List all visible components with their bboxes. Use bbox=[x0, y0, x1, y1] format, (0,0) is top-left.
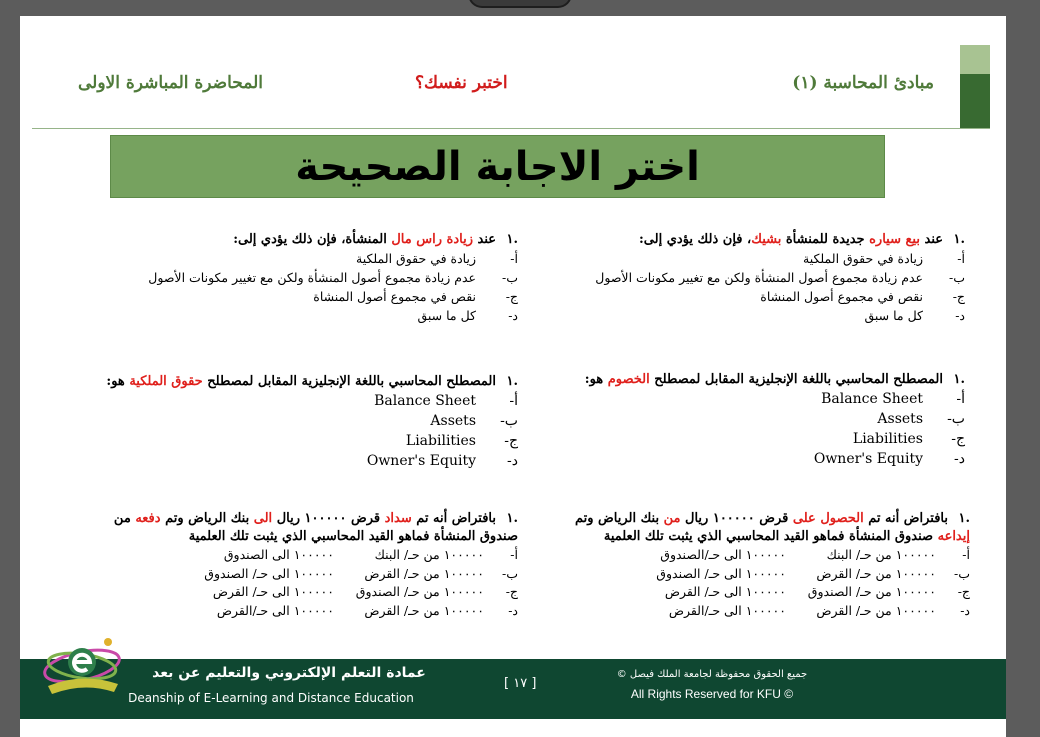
question-text-part: من صندوق المنشأة فماهو القيد المحاسبي الذي يثبت تلك العلمية bbox=[113, 511, 518, 544]
option-item[interactable] bbox=[540, 409, 965, 429]
option-letter: ب- bbox=[954, 565, 970, 581]
copyright-en: All Rights Reserved for KFU © bbox=[630, 687, 794, 701]
option-item[interactable] bbox=[545, 249, 965, 268]
option-item[interactable] bbox=[60, 391, 518, 411]
question-text bbox=[545, 231, 965, 249]
question-liabilities-term bbox=[540, 371, 965, 469]
question-highlight: الخصوم bbox=[607, 372, 650, 387]
option-item[interactable] bbox=[545, 287, 965, 306]
option-letter: ب- bbox=[502, 565, 518, 581]
option-letter: ب- bbox=[500, 413, 518, 429]
option-credit: ١٠٠٠٠٠ الى حـ/القرض bbox=[216, 602, 334, 618]
option-letter: د- bbox=[960, 602, 970, 618]
question-loan-repaid bbox=[92, 510, 518, 620]
page-number: [ ١٧ ] bbox=[504, 676, 537, 691]
option-credit: ١٠٠٠٠٠ الى الصندوق bbox=[223, 547, 334, 562]
option-letter: د- bbox=[508, 308, 518, 323]
option-row[interactable] bbox=[656, 583, 970, 602]
instruction-banner bbox=[110, 135, 885, 198]
option-letter: أ- bbox=[509, 393, 518, 409]
option-item[interactable] bbox=[60, 451, 518, 471]
question-number: .١ bbox=[958, 511, 970, 526]
question-text bbox=[60, 373, 518, 391]
options-list bbox=[545, 249, 965, 325]
option-text: عدم زيادة مجموع أصول المنشأة ولكن مع تغيير مكونات الأصول bbox=[148, 270, 476, 285]
options-list bbox=[80, 249, 518, 325]
option-text: Owner's Equity bbox=[813, 451, 923, 467]
question-number: .١ bbox=[953, 372, 965, 387]
course-title: مبادئ المحاسبة (١) bbox=[792, 73, 934, 93]
question-number: .١ bbox=[953, 232, 965, 247]
question-capital-increase bbox=[80, 231, 518, 325]
option-item[interactable] bbox=[80, 306, 518, 325]
question-highlight: دفعه bbox=[135, 511, 161, 526]
question-text-part: ، فإن ذلك يؤدي إلى: bbox=[639, 232, 752, 247]
option-credit: ١٠٠٠٠٠ الى حـ/ الصندوق bbox=[656, 565, 786, 581]
question-highlight: بيع سياره bbox=[869, 232, 920, 247]
option-letter: أ- bbox=[510, 547, 518, 562]
question-text bbox=[540, 371, 965, 389]
question-text-part: هو: bbox=[106, 374, 130, 389]
option-text: Assets bbox=[430, 413, 476, 429]
question-sale-car bbox=[545, 231, 965, 325]
question-highlight: إيداعه bbox=[937, 529, 970, 544]
option-credit: ١٠٠٠٠٠ الى حـ/ القرض bbox=[664, 584, 786, 599]
option-row[interactable] bbox=[656, 565, 970, 584]
option-letter: د- bbox=[954, 451, 965, 467]
question-text-part: بافتراض أنه تم bbox=[411, 511, 496, 526]
option-text: Balance Sheet bbox=[374, 393, 476, 409]
question-highlight: سداد bbox=[384, 511, 412, 526]
deanship-name-ar: عمادة التعلم الإلكتروني والتعليم عن بعد bbox=[152, 665, 426, 681]
option-text: Owner's Equity bbox=[366, 453, 476, 469]
question-text-part: صندوق المنشأة فماهو القيد المحاسبي الذي يثبت تلك العلمية bbox=[603, 529, 938, 544]
question-number: .١ bbox=[506, 511, 518, 526]
question-text-part: قرض ١٠٠٠٠٠ ريال bbox=[272, 511, 385, 526]
option-text: Liabilities bbox=[405, 433, 476, 449]
question-text-part: المصطلح المحاسبي باللغة الإنجليزية المقابل لمصطلح bbox=[649, 372, 943, 387]
options-table bbox=[656, 546, 970, 620]
option-debit: ١٠٠٠٠٠ من حـ/ الصندوق bbox=[355, 584, 484, 599]
option-letter: ب- bbox=[502, 270, 518, 285]
option-row[interactable] bbox=[204, 583, 518, 602]
instruction-banner-text: اختر الاجابة الصحيحة bbox=[295, 143, 700, 190]
option-text: نقص في مجموع أصول المنشاة bbox=[313, 289, 476, 304]
question-text bbox=[550, 510, 970, 546]
question-highlight: من bbox=[663, 511, 681, 526]
question-highlight: الى bbox=[253, 511, 273, 526]
options-list bbox=[540, 389, 965, 469]
option-letter: ب- bbox=[947, 411, 965, 427]
deanship-logo-icon bbox=[38, 628, 128, 700]
page-title: اختبر نفسك؟ bbox=[415, 73, 508, 93]
question-number: .١ bbox=[506, 232, 518, 247]
question-text-part: جديدة للمنشأة bbox=[781, 232, 870, 247]
question-highlight: زيادة راس مال bbox=[391, 232, 473, 247]
question-text bbox=[92, 510, 518, 546]
question-text-part: المصطلح المحاسبي باللغة الإنجليزية المقابل لمصطلح bbox=[202, 374, 496, 389]
question-text-part: بنك الرياض وتم bbox=[160, 511, 254, 526]
option-item[interactable] bbox=[545, 306, 965, 325]
header-accent-light bbox=[960, 45, 990, 74]
option-text: Liabilities bbox=[852, 431, 923, 447]
option-item[interactable] bbox=[80, 249, 518, 268]
options-table bbox=[204, 546, 518, 620]
option-text: Assets bbox=[877, 411, 923, 427]
option-text: نقص في مجموع أصول المنشاة bbox=[760, 289, 923, 304]
option-item[interactable] bbox=[540, 449, 965, 469]
option-letter: ب- bbox=[949, 270, 965, 285]
question-highlight: بشيك bbox=[751, 232, 782, 247]
option-debit: ١٠٠٠٠٠ من حـ/ القرض bbox=[364, 565, 484, 581]
option-text: Balance Sheet bbox=[821, 391, 923, 407]
option-letter: أ- bbox=[956, 391, 965, 407]
top-knob bbox=[468, 0, 572, 8]
option-item[interactable] bbox=[80, 268, 518, 287]
option-text: كل ما سبق bbox=[417, 308, 476, 323]
option-row[interactable] bbox=[204, 602, 518, 621]
option-credit: ١٠٠٠٠٠ الى حـ/ الصندوق bbox=[204, 565, 334, 581]
question-text-part: المنشأة، فإن ذلك يؤدي إلى: bbox=[233, 232, 392, 247]
option-letter: أ- bbox=[510, 251, 518, 266]
option-row[interactable] bbox=[656, 602, 970, 621]
option-letter: د- bbox=[508, 602, 518, 618]
option-row[interactable] bbox=[656, 546, 970, 565]
option-item[interactable] bbox=[60, 431, 518, 451]
option-debit: ١٠٠٠٠٠ من حـ/ الصندوق bbox=[807, 584, 936, 599]
question-text-part: قرض ١٠٠٠٠٠ ريال bbox=[680, 511, 793, 526]
option-credit: ١٠٠٠٠٠ الى حـ/الصندوق bbox=[660, 547, 786, 562]
question-loan-received bbox=[550, 510, 970, 620]
option-text: زيادة في حقوق الملكية bbox=[803, 251, 923, 266]
question-equity-term bbox=[60, 373, 518, 471]
header-divider bbox=[32, 128, 990, 129]
option-row[interactable] bbox=[204, 565, 518, 584]
question-highlight: حقوق الملكية bbox=[129, 374, 203, 389]
lecture-title: المحاضرة المباشرة الاولى bbox=[78, 73, 263, 93]
question-text-part: عند bbox=[919, 232, 943, 247]
option-letter: د- bbox=[955, 308, 965, 323]
option-item[interactable] bbox=[545, 268, 965, 287]
options-list bbox=[60, 391, 518, 471]
deanship-name-en: Deanship of E-Learning and Distance Education bbox=[128, 691, 414, 705]
question-text-part: بنك الرياض وتم bbox=[574, 511, 664, 526]
footer bbox=[20, 659, 1006, 719]
option-text: زيادة في حقوق الملكية bbox=[356, 251, 476, 266]
option-letter: أ- bbox=[957, 251, 965, 266]
option-row[interactable] bbox=[204, 546, 518, 565]
question-number: .١ bbox=[506, 374, 518, 389]
option-debit: ١٠٠٠٠٠ من حـ/ القرض bbox=[816, 565, 936, 581]
option-letter: ج- bbox=[505, 289, 518, 304]
option-debit: ١٠٠٠٠٠ من حـ/ القرض bbox=[364, 602, 484, 618]
question-text bbox=[80, 231, 518, 249]
option-letter: د- bbox=[507, 453, 518, 469]
slide bbox=[20, 16, 1006, 737]
question-text-part: هو: bbox=[584, 372, 608, 387]
option-item[interactable] bbox=[540, 429, 965, 449]
copyright-ar: جميع الحقوق محفوظة لجامعة الملك فيصل © bbox=[616, 669, 808, 680]
option-debit: ١٠٠٠٠٠ من حـ/ البنك bbox=[374, 547, 484, 562]
option-credit: ١٠٠٠٠٠ الى حـ/القرض bbox=[668, 602, 786, 618]
header-accent-bar bbox=[960, 45, 990, 128]
option-text: عدم زيادة مجموع أصول المنشأة ولكن مع تغيير مكونات الأصول bbox=[595, 270, 923, 285]
question-text-part: بافتراض أنه تم bbox=[863, 511, 948, 526]
option-item[interactable] bbox=[60, 411, 518, 431]
header-accent-dark bbox=[960, 74, 990, 128]
option-letter: ج- bbox=[504, 433, 518, 449]
option-letter: ج- bbox=[505, 584, 518, 599]
question-text-part: عند bbox=[472, 232, 496, 247]
option-letter: ج- bbox=[952, 289, 965, 304]
option-credit: ١٠٠٠٠٠ الى حـ/ القرض bbox=[212, 584, 334, 599]
question-highlight: الحصول على bbox=[792, 511, 864, 526]
option-item[interactable] bbox=[540, 389, 965, 409]
option-letter: ج- bbox=[957, 584, 970, 599]
option-debit: ١٠٠٠٠٠ من حـ/ القرض bbox=[816, 602, 936, 618]
option-debit: ١٠٠٠٠٠ من حـ/ البنك bbox=[826, 547, 936, 562]
option-letter: أ- bbox=[962, 547, 970, 562]
option-item[interactable] bbox=[80, 287, 518, 306]
option-letter: ج- bbox=[951, 431, 965, 447]
option-text: كل ما سبق bbox=[864, 308, 923, 323]
